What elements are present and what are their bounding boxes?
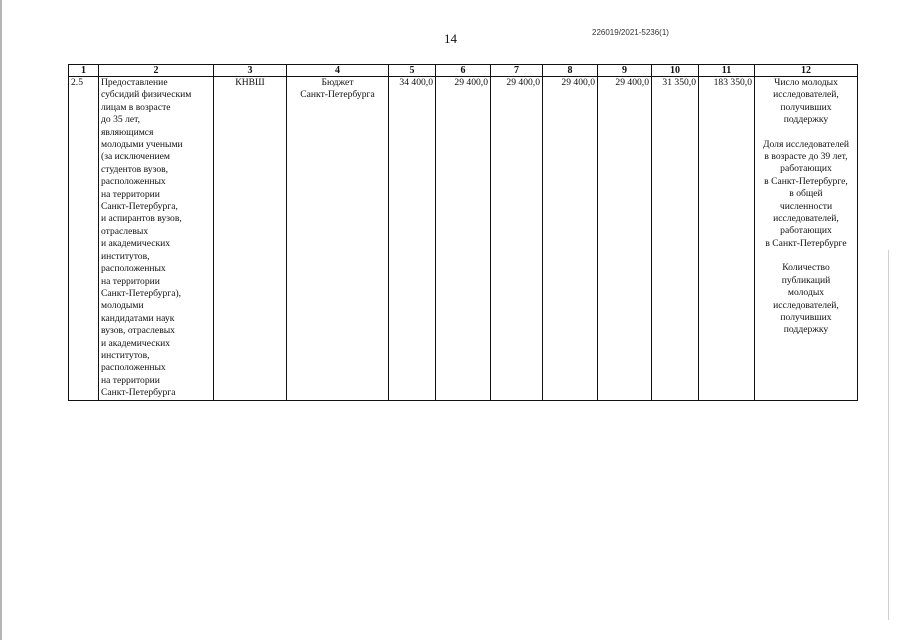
indicator-spacer [757, 250, 855, 262]
description-line: лицам в возрасте [101, 101, 171, 113]
indicator-line: получивших [780, 311, 832, 323]
description-line: Санкт-Петербурга [101, 387, 176, 399]
funding-source-line: Бюджет [321, 77, 354, 88]
indicator-line: в возрасте до 39 лет, [764, 151, 848, 163]
table-row [69, 77, 858, 401]
indicator-line: работающих [780, 225, 832, 237]
indicator-line: работающих [780, 163, 832, 175]
funding-source-cell [287, 77, 389, 401]
description-line: вузов, отраслевых [101, 325, 175, 337]
header-cell: 4 [287, 65, 389, 77]
description-line: молодыми [101, 300, 144, 312]
indicator-line: поддержку [783, 324, 829, 336]
indicator-line: в Санкт-Петербурге, [764, 175, 848, 187]
amount-cell: 34 400,0 [389, 77, 436, 401]
description-line: на территории [101, 188, 160, 200]
indicator-line: в общей [789, 188, 823, 200]
description-line: Санкт-Петербурга, [101, 201, 178, 213]
indicator-line: исследователей, [773, 213, 839, 225]
funding-source-line: Санкт-Петербурга [300, 89, 375, 101]
description-line: до 35 лет, [101, 114, 140, 126]
indicator-line: численности [779, 200, 833, 212]
description-line: субсидий физическим [101, 89, 192, 101]
header-cell: 11 [699, 65, 755, 77]
description-line: кандидатами наук [101, 312, 175, 324]
indicator-line: публикаций [781, 274, 831, 286]
indicator-line: получивших [780, 101, 832, 113]
page-number: 14 [444, 31, 457, 46]
total-amount-cell: 183 350,0 [699, 77, 755, 401]
header-cell: 5 [389, 65, 436, 77]
header-cell: 10 [652, 65, 699, 77]
description-line: расположенных [101, 263, 166, 275]
budget-table [68, 64, 858, 401]
measure-description [99, 77, 214, 401]
description-line: на территории [101, 275, 160, 287]
amount-cell: 29 400,0 [436, 77, 491, 401]
header-cell: 7 [491, 65, 543, 77]
indicator-spacer [757, 127, 855, 139]
header-row [69, 65, 858, 77]
indicator-line: поддержку [783, 114, 829, 126]
description-line: Санкт-Петербурга), [101, 287, 182, 299]
indicator-line: исследователей, [773, 299, 839, 311]
header-cell: 8 [543, 65, 598, 77]
description-line: расположенных [101, 176, 166, 188]
scan-right-edge [888, 250, 889, 620]
indicator-line: молодых [787, 287, 825, 299]
executor-cell: КНВШ [214, 77, 287, 401]
description-line: и академических [101, 238, 171, 250]
description-line: расположенных [101, 362, 166, 374]
description-line: институтов, [101, 250, 150, 262]
description-line: и академических [101, 337, 171, 349]
indicator-line: Количество [782, 262, 830, 274]
description-line: студентов вузов, [101, 163, 169, 175]
amount-cell: 29 400,0 [543, 77, 598, 401]
amount-cell: 29 400,0 [598, 77, 652, 401]
description-line: институтов, [101, 349, 150, 361]
indicator-line: Доля исследователей [762, 138, 850, 150]
description-line: Предоставление [101, 77, 168, 88]
header-cell: 12 [755, 65, 858, 77]
description-line: являющимся [101, 126, 154, 138]
indicator-line: исследователей, [773, 89, 839, 101]
amount-cell: 29 400,0 [491, 77, 543, 401]
description-line: молодыми учеными [101, 139, 183, 151]
description-line: и аспирантов вузов, [101, 213, 182, 225]
description-line: на территории [101, 374, 160, 386]
amount-cell: 31 350,0 [652, 77, 699, 401]
scan-left-edge [0, 0, 2, 640]
indicators-cell [755, 77, 858, 401]
indicator-line: Число молодых [774, 77, 838, 88]
description-line: отраслевых [101, 225, 149, 237]
header-cell: 1 [69, 65, 99, 77]
indicator-line: в Санкт-Петербурге [765, 237, 847, 249]
row-number: 2.5 [69, 77, 99, 401]
header-cell: 3 [214, 65, 287, 77]
header-cell: 2 [99, 65, 214, 77]
description-line: (за исключением [101, 151, 170, 163]
header-cell: 9 [598, 65, 652, 77]
document-id: 226019/2021-5236(1) [592, 28, 669, 37]
header-cell: 6 [436, 65, 491, 77]
